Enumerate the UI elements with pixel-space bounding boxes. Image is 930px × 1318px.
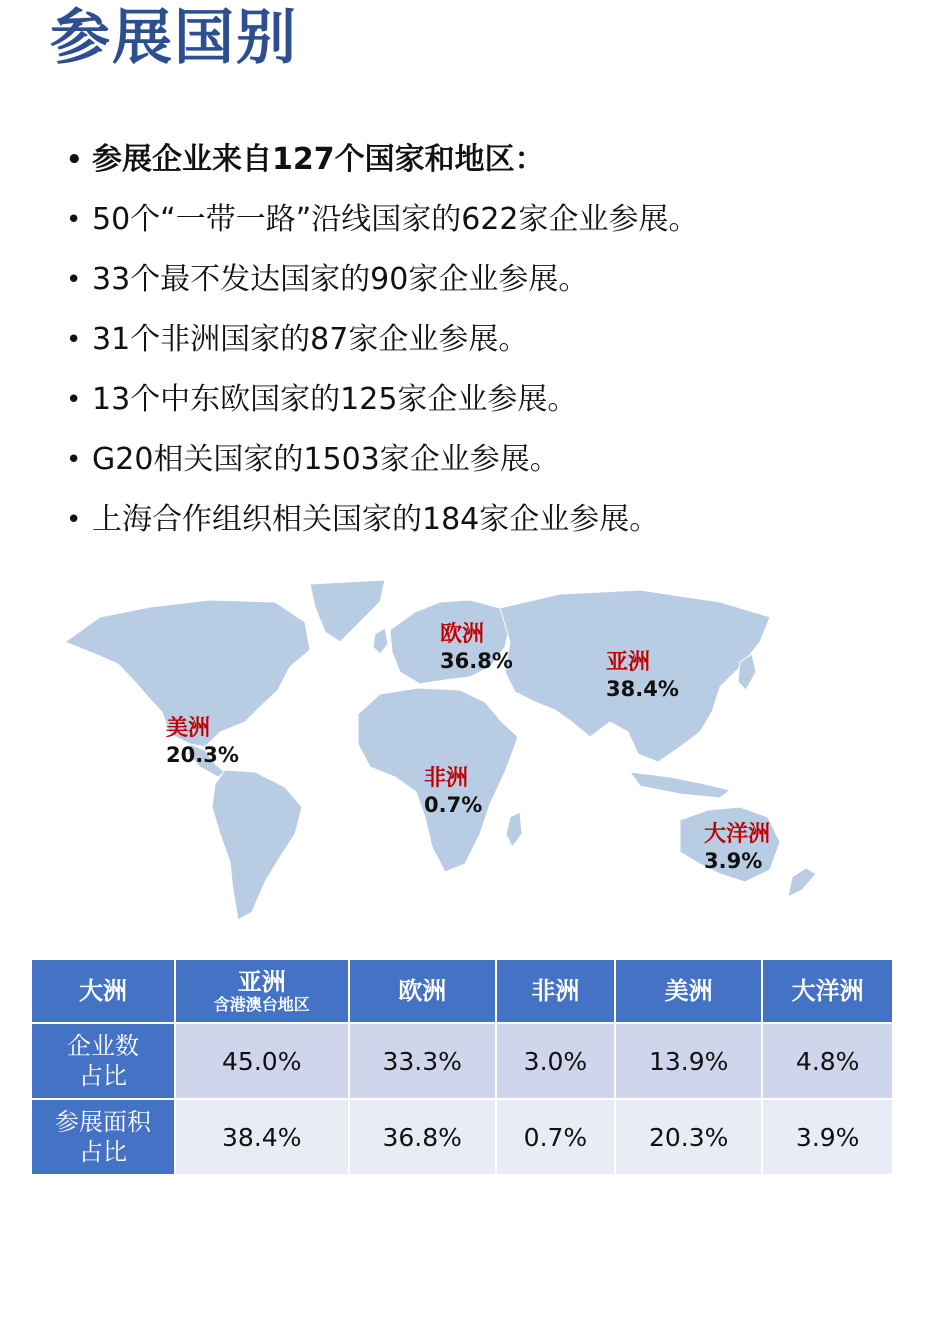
- indonesia-shape: [630, 772, 730, 798]
- region-name: 亚洲: [606, 650, 651, 675]
- region-pct: 36.8%: [440, 649, 513, 673]
- table-cell: 45.0%: [176, 1024, 348, 1098]
- bullet-item: • G20相关国家的1503家企业参展。: [66, 438, 906, 498]
- map-label-africa: [424, 766, 482, 818]
- world-map-graphic: [40, 572, 830, 932]
- uk-shape: [373, 628, 388, 654]
- region-pct: 38.4%: [606, 677, 679, 701]
- table-cell: 33.3%: [350, 1024, 495, 1098]
- new-zealand-shape: [788, 868, 816, 897]
- table-cell: 4.8%: [763, 1024, 892, 1098]
- table-row: [32, 1024, 892, 1098]
- table-cell: 36.8%: [350, 1100, 495, 1174]
- map-label-asia: [606, 650, 679, 702]
- bullet-item: • 13个中东欧国家的125家企业参展。: [66, 378, 906, 438]
- greenland-shape: [310, 580, 385, 642]
- header-oceania: 大洋洲: [763, 960, 892, 1022]
- region-pct: 3.9%: [704, 849, 763, 873]
- continent-stats-table: [30, 958, 894, 1176]
- region-name: 大洋洲: [704, 822, 771, 847]
- page-title: 参展国别: [50, 3, 298, 73]
- region-name: 美洲: [166, 716, 211, 741]
- bullet-item: • 33个最不发达国家的90家企业参展。: [66, 258, 906, 318]
- table-cell: 3.0%: [497, 1024, 614, 1098]
- map-label-oceania: [704, 822, 770, 874]
- bullet-item: • 31个非洲国家的87家企业参展。: [66, 318, 906, 378]
- bullet-item: • 上海合作组织相关国家的184家企业参展。: [66, 498, 906, 558]
- table-cell: 3.9%: [763, 1100, 892, 1174]
- header-europe: 欧洲: [350, 960, 495, 1022]
- region-name: 欧洲: [440, 622, 485, 647]
- header-asia: 亚洲 含港澳台地区: [176, 960, 348, 1022]
- region-pct: 0.7%: [424, 793, 483, 817]
- header-continent: 大洲: [32, 960, 174, 1022]
- bullet-list: [66, 138, 906, 558]
- madagascar-shape: [506, 812, 522, 847]
- row-label-area-share: 参展面积 占比: [32, 1100, 174, 1174]
- region-pct: 20.3%: [166, 743, 239, 767]
- map-label-europe: [440, 622, 513, 674]
- header-africa: 非洲: [497, 960, 614, 1022]
- row-label-company-share: 企业数 占比: [32, 1024, 174, 1098]
- table-cell: 13.9%: [616, 1024, 761, 1098]
- table-cell: 20.3%: [616, 1100, 761, 1174]
- map-label-americas: [166, 716, 239, 768]
- south-america-shape: [212, 770, 302, 920]
- header-americas: 美洲: [616, 960, 761, 1022]
- table-cell: 38.4%: [176, 1100, 348, 1174]
- table-header-row: [32, 960, 892, 1022]
- table-row: [32, 1100, 892, 1174]
- region-name: 非洲: [424, 766, 469, 791]
- header-asia-note: 含港澳台地区: [213, 995, 310, 1014]
- bullet-item: • 参展企业来自127个国家和地区：: [66, 138, 906, 198]
- table-cell: 0.7%: [497, 1100, 614, 1174]
- world-map: [40, 572, 830, 932]
- bullet-item: • 50个“一带一路”沿线国家的622家企业参展。: [66, 198, 906, 258]
